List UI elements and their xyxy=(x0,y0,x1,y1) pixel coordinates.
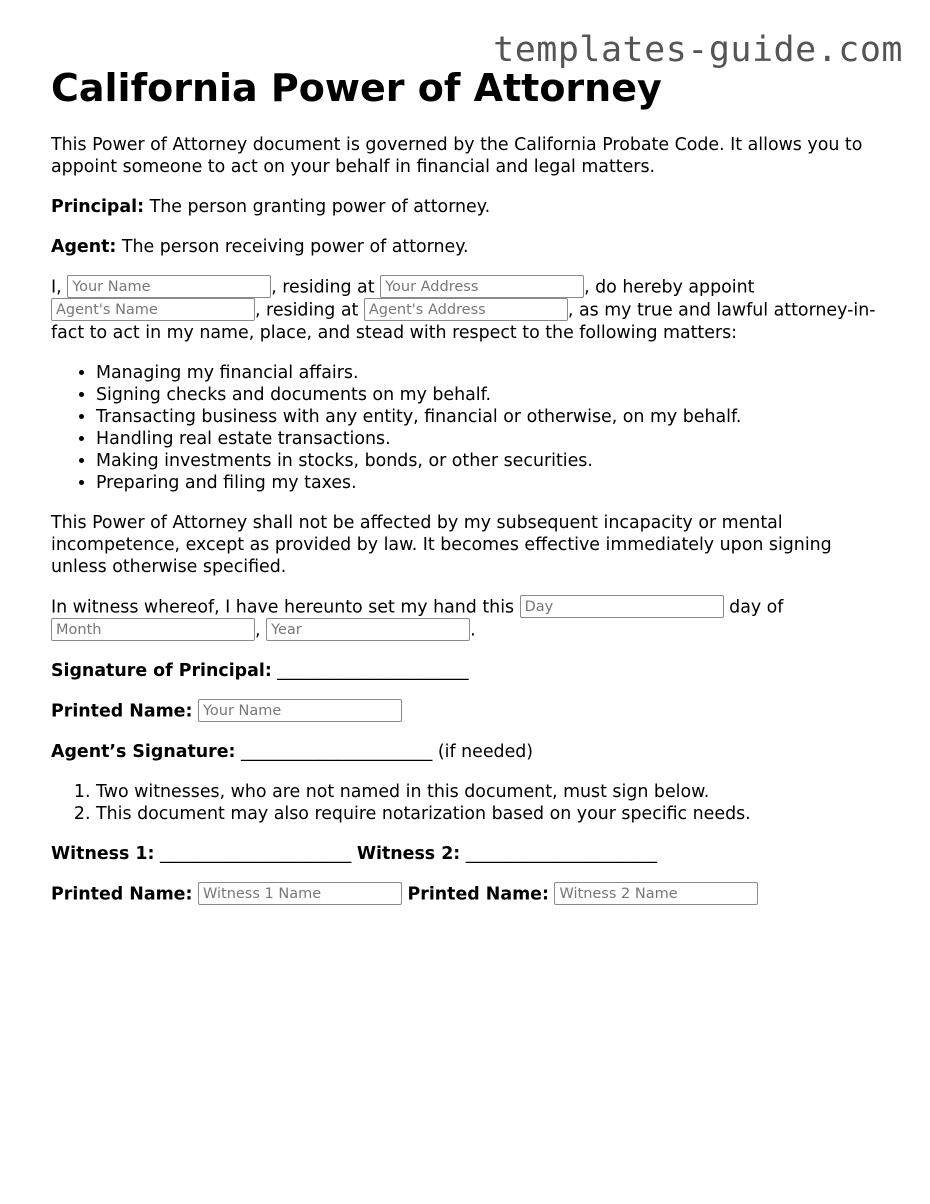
witness-1-printed-name-label: Printed Name: xyxy=(51,884,193,905)
site-watermark: templates-guide.com xyxy=(493,30,903,70)
agent-signature-line: ______________________ xyxy=(235,742,433,762)
witness-1-label: Witness 1: xyxy=(51,844,155,864)
agent-address-input[interactable] xyxy=(364,298,568,321)
witness-clause xyxy=(51,596,886,642)
witness-2-name-input[interactable] xyxy=(554,882,758,905)
witness-names-row xyxy=(51,883,886,906)
list-item: • Making investments in stocks, bonds, or other securities. xyxy=(96,450,886,472)
printed-name-row xyxy=(51,700,886,723)
principal-definition xyxy=(51,196,886,218)
agent-signature-row xyxy=(51,741,886,763)
appointment-text-1: I, xyxy=(51,277,68,298)
list-item: • Preparing and filing my taxes. xyxy=(96,472,886,494)
witness-signature-row xyxy=(51,843,886,865)
day-input[interactable] xyxy=(520,595,724,618)
witness-clause-text-1: In witness whereof, I have hereunto set my hand this xyxy=(51,597,520,618)
witness-2-printed-name-label: Printed Name: xyxy=(407,884,549,905)
principal-definition-text: The person granting power of attorney. xyxy=(144,197,491,217)
agent-signature-note: (if needed) xyxy=(432,742,534,762)
principal-signature-line: ______________________ xyxy=(271,661,469,681)
year-input[interactable] xyxy=(266,618,470,641)
agent-definition xyxy=(51,236,886,258)
principal-label: Principal: xyxy=(51,197,145,217)
witness-1-line: ______________________ xyxy=(154,844,357,864)
witness-clause-text-4: . xyxy=(470,620,476,641)
witness-clause-text-3: , xyxy=(255,620,267,641)
durability-paragraph: This Power of Attorney shall not be affected by my subsequent incapacity or mental incompetence, except as provided by law. It becomes effective immediately upon signing unless otherwise specified. xyxy=(51,513,832,577)
list-item: • Signing checks and documents on my behalf. xyxy=(96,384,886,406)
notes-list xyxy=(51,781,886,825)
list-item: • Managing my financial affairs. xyxy=(96,362,886,384)
list-item: • Handling real estate transactions. xyxy=(96,428,886,450)
printed-name-input[interactable] xyxy=(198,699,402,722)
agent-signature-label: Agent’s Signature: xyxy=(51,742,236,762)
principal-signature-label: Signature of Principal: xyxy=(51,661,272,681)
principal-signature-row xyxy=(51,660,886,682)
appointment-text-4: , residing at xyxy=(255,300,364,321)
appointment-paragraph xyxy=(51,276,886,344)
witness-2-label: Witness 2: xyxy=(356,844,461,864)
principal-name-input[interactable] xyxy=(67,275,271,298)
agent-definition-text: The person receiving power of attorney. xyxy=(116,237,469,257)
appointment-text-5: , as my true and lawful attorney-in-fact to act in my name, place, and stead with respect to the following matters: xyxy=(51,300,876,343)
printed-name-label: Printed Name: xyxy=(51,701,193,722)
list-item: 1. Two witnesses, who are not named in this document, must sign below. xyxy=(96,781,886,803)
agent-label: Agent: xyxy=(51,237,117,257)
agent-name-input[interactable] xyxy=(51,298,255,321)
page-title: California Power of Attorney xyxy=(51,66,662,110)
document-body xyxy=(51,134,886,924)
month-input[interactable] xyxy=(51,618,255,641)
principal-address-input[interactable] xyxy=(380,275,584,298)
appointment-text-2: , residing at xyxy=(271,277,381,298)
list-item: 2. This document may also require notarization based on your specific needs. xyxy=(96,803,886,825)
witness-1-name-input[interactable] xyxy=(198,882,402,905)
witness-2-line: ______________________ xyxy=(460,844,658,864)
list-item: • Transacting business with any entity, financial or otherwise, on my behalf. xyxy=(96,406,886,428)
intro-paragraph: This Power of Attorney document is governed by the California Probate Code. It allows you to appoint someone to act on your behalf in financial and legal matters. xyxy=(51,135,863,177)
witness-clause-text-2: day of xyxy=(723,597,784,618)
powers-list xyxy=(51,362,886,494)
appointment-text-3: , do hereby appoint xyxy=(584,277,755,298)
